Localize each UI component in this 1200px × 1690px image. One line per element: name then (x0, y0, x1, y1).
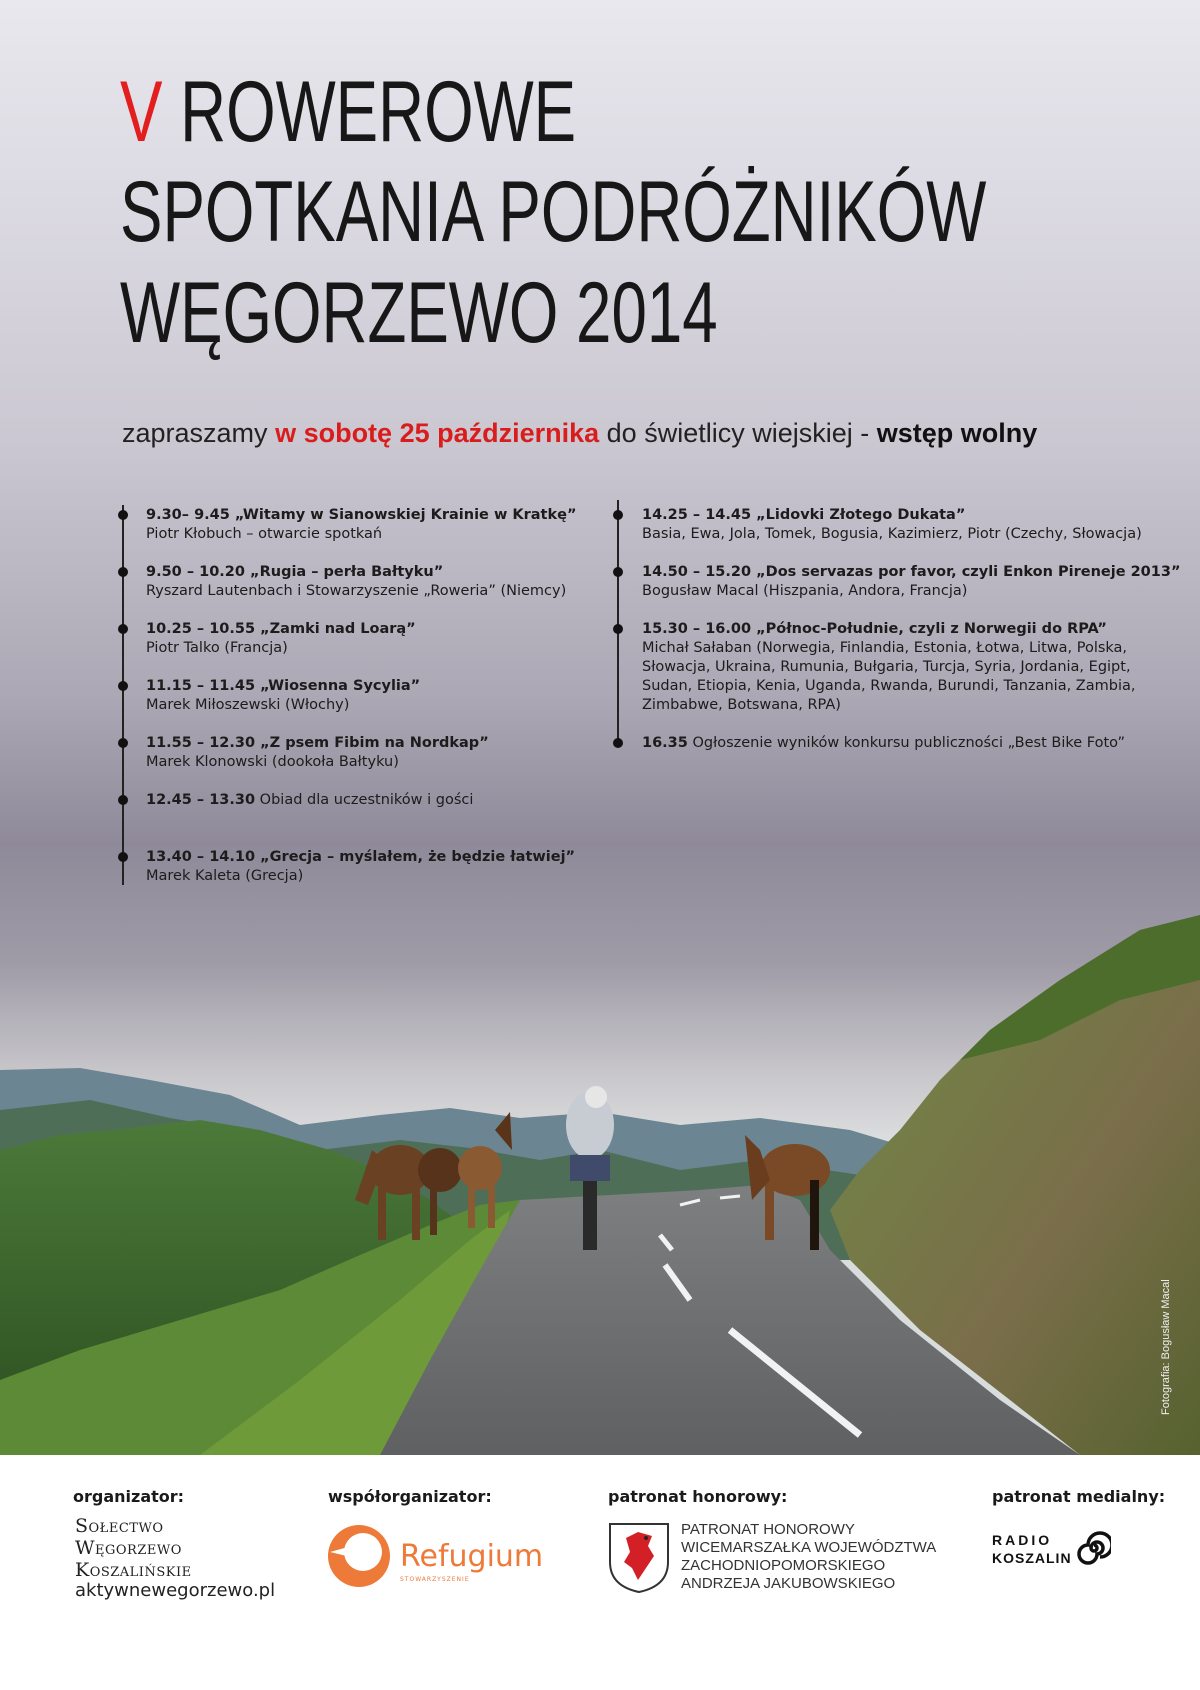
subtitle-date: w sobotę 25 października (275, 418, 600, 448)
schedule-right-item-3 (642, 734, 1125, 753)
footer (0, 1455, 1200, 1690)
schedule-left-item-2-detail: Piotr Talko (Francja) (146, 640, 288, 656)
schedule-right-item-2-detail-line: Słowacja, Ukraina, Rumunia, Bułgaria, Turcja, Syria, Jordania, Egipt, (642, 659, 1131, 675)
radio-line-2: KOSZALIN (992, 1550, 1072, 1566)
schedule-right-item-3-detail: Ogłoszenie wyników konkursu publiczności „Best Bike Foto” (687, 735, 1126, 751)
schedule-left-item-0-title: „Witamy w Sianowskiej Krainie w Kratkę” (229, 507, 577, 523)
timeline-right (617, 500, 619, 745)
subtitle-pre: zapraszamy (122, 418, 276, 448)
schedule-right-item-0-detail: Basia, Ewa, Jola, Tomek, Bogusia, Kazimierz, Piotr (Czechy, Słowacja) (642, 526, 1142, 542)
schedule-right-item-3-dot (613, 738, 623, 748)
schedule-left-item-2-time: 10.25 – 10.55 (146, 621, 256, 637)
schedule-left-item-5-dot (118, 795, 128, 805)
schedule-left-item-5-time: 12.45 – 13.30 (146, 792, 256, 808)
schedule-left-item-2 (146, 620, 416, 658)
schedule-left-item-3-detail: Marek Miłoszewski (Włochy) (146, 697, 350, 713)
schedule-right-item-3-time: 16.35 (642, 735, 688, 751)
schedule-left-item-6 (146, 848, 575, 886)
organizer-line-3: Koszalińskie (75, 1559, 192, 1581)
schedule-left-item-4-dot (118, 738, 128, 748)
schedule-left-item-1 (146, 563, 566, 601)
schedule-left-item-6-time: 13.40 – 14.10 (146, 849, 256, 865)
schedule-left-item-0-time: 9.30– 9.45 (146, 507, 230, 523)
refugium-logo-icon (325, 1522, 393, 1590)
honorary-line-3: ZACHODNIOPOMORSKIEGO (681, 1557, 886, 1574)
timeline-left (122, 505, 124, 885)
schedule-right-item-0-time: 14.25 – 14.45 (642, 507, 752, 523)
schedule-left-item-4-title: „Z psem Fibim na Nordkap” (255, 735, 489, 751)
schedule-left-item-2-dot (118, 624, 128, 634)
schedule-left-item-1-title: „Rugia – perła Bałtyku” (245, 564, 444, 580)
organizer-line-2: Węgorzewo (75, 1537, 182, 1559)
schedule-right-item-2-title: „Północ-Południe, czyli z Norwegii do RPA” (751, 621, 1107, 637)
schedule-right-item-1 (642, 563, 1180, 601)
photo-credit: Fotografia: Bogusław Macal (1160, 1279, 1172, 1415)
schedule-right-item-1-title: „Dos servazas por favor, czyli Enkon Pireneje 2013” (751, 564, 1181, 580)
schedule-left-item-3-dot (118, 681, 128, 691)
coat-of-arms-icon (608, 1522, 670, 1594)
schedule-left-item-5-detail: Obiad dla uczestników i gości (255, 792, 474, 808)
schedule-left-item-4-time: 11.55 – 12.30 (146, 735, 256, 751)
title-line-1-text: ROWEROWE (180, 64, 577, 160)
schedule-right-item-2-detail-line: Michał Sałaban (Norwegia, Finlandia, Estonia, Łotwa, Litwa, Polska, (642, 640, 1128, 656)
schedule-left-item-3 (146, 677, 420, 715)
schedule-left-item-5 (146, 791, 473, 810)
organizer-label: organizator: (73, 1487, 185, 1506)
organizer-url: aktywnewegorzewo.pl (75, 1580, 276, 1601)
subtitle (122, 418, 1037, 449)
organizer-line-1: Sołectwo (75, 1515, 164, 1537)
radio-spiral-icon (1077, 1531, 1111, 1565)
schedule-left-item-1-time: 9.50 – 10.20 (146, 564, 245, 580)
schedule-right-item-0-title: „Lidovki Złotego Dukata” (751, 507, 966, 523)
schedule-right-item-1-dot (613, 567, 623, 577)
schedule-right-item-0-dot (613, 510, 623, 520)
schedule-left-item-4-detail: Marek Klonowski (dookoła Bałtyku) (146, 754, 399, 770)
schedule-right-item-2-detail-line: Zimbabwe, Botswana, RPA) (642, 697, 841, 713)
schedule-left-item-1-detail: Ryszard Lautenbach i Stowarzyszenie „Roweria” (Niemcy) (146, 583, 567, 599)
schedule-left-item-0-dot (118, 510, 128, 520)
media-label: patronat medialny: (992, 1487, 1166, 1506)
subtitle-free-entry: wstęp wolny (876, 418, 1038, 448)
title-line-1 (120, 62, 576, 162)
schedule-right-item-2 (642, 620, 1135, 715)
subtitle-mid: do świetlicy wiejskiej - (599, 418, 877, 448)
schedule-left-item-2-title: „Zamki nad Loarą” (255, 621, 416, 637)
schedule-left-item-3-time: 11.15 – 11.45 (146, 678, 256, 694)
title-line-2: SPOTKANIA PODRÓŻNIKÓW (120, 164, 987, 260)
schedule-left-item-4 (146, 734, 489, 772)
schedule-right-item-0 (642, 506, 1142, 544)
honorary-line-2: WICEMARSZAŁKA WOJEWÓDZTWA (681, 1539, 937, 1556)
radio-line-1: RADIO (992, 1532, 1053, 1548)
schedule-left-item-0-detail: Piotr Kłobuch – otwarcie spotkań (146, 526, 383, 542)
title-roman-numeral: V (120, 64, 163, 160)
refugium-subtitle: STOWARZYSZENIE (400, 1576, 470, 1583)
schedule-left-item-6-detail: Marek Kaleta (Grecja) (146, 868, 304, 884)
refugium-name: Refugium (400, 1539, 544, 1574)
schedule-left-item-6-dot (118, 852, 128, 862)
schedule-left-item-1-dot (118, 567, 128, 577)
schedule-left-item-6-title: „Grecja – myślałem, że będzie łatwiej” (255, 849, 576, 865)
schedule-right-item-1-time: 14.50 – 15.20 (642, 564, 752, 580)
honorary-line-4: ANDRZEJA JAKUBOWSKIEGO (681, 1575, 896, 1592)
schedule-right-item-2-time: 15.30 – 16.00 (642, 621, 752, 637)
schedule-left-item-0 (146, 506, 577, 544)
schedule-left-item-3-title: „Wiosenna Sycylia” (255, 678, 421, 694)
schedule-right-item-2-detail-line: Sudan, Etiopia, Kenia, Uganda, Rwanda, Burundi, Tanzania, Zambia, (642, 678, 1136, 694)
honorary-label: patronat honorowy: (608, 1487, 788, 1506)
title-line-3: WĘGORZEWO 2014 (120, 265, 718, 361)
schedule-right-item-1-detail: Bogusław Macal (Hiszpania, Andora, Francja) (642, 583, 968, 599)
coorganizer-label: współorganizator: (328, 1487, 492, 1506)
honorary-line-1: PATRONAT HONOROWY (681, 1521, 855, 1538)
schedule-right-item-2-dot (613, 624, 623, 634)
